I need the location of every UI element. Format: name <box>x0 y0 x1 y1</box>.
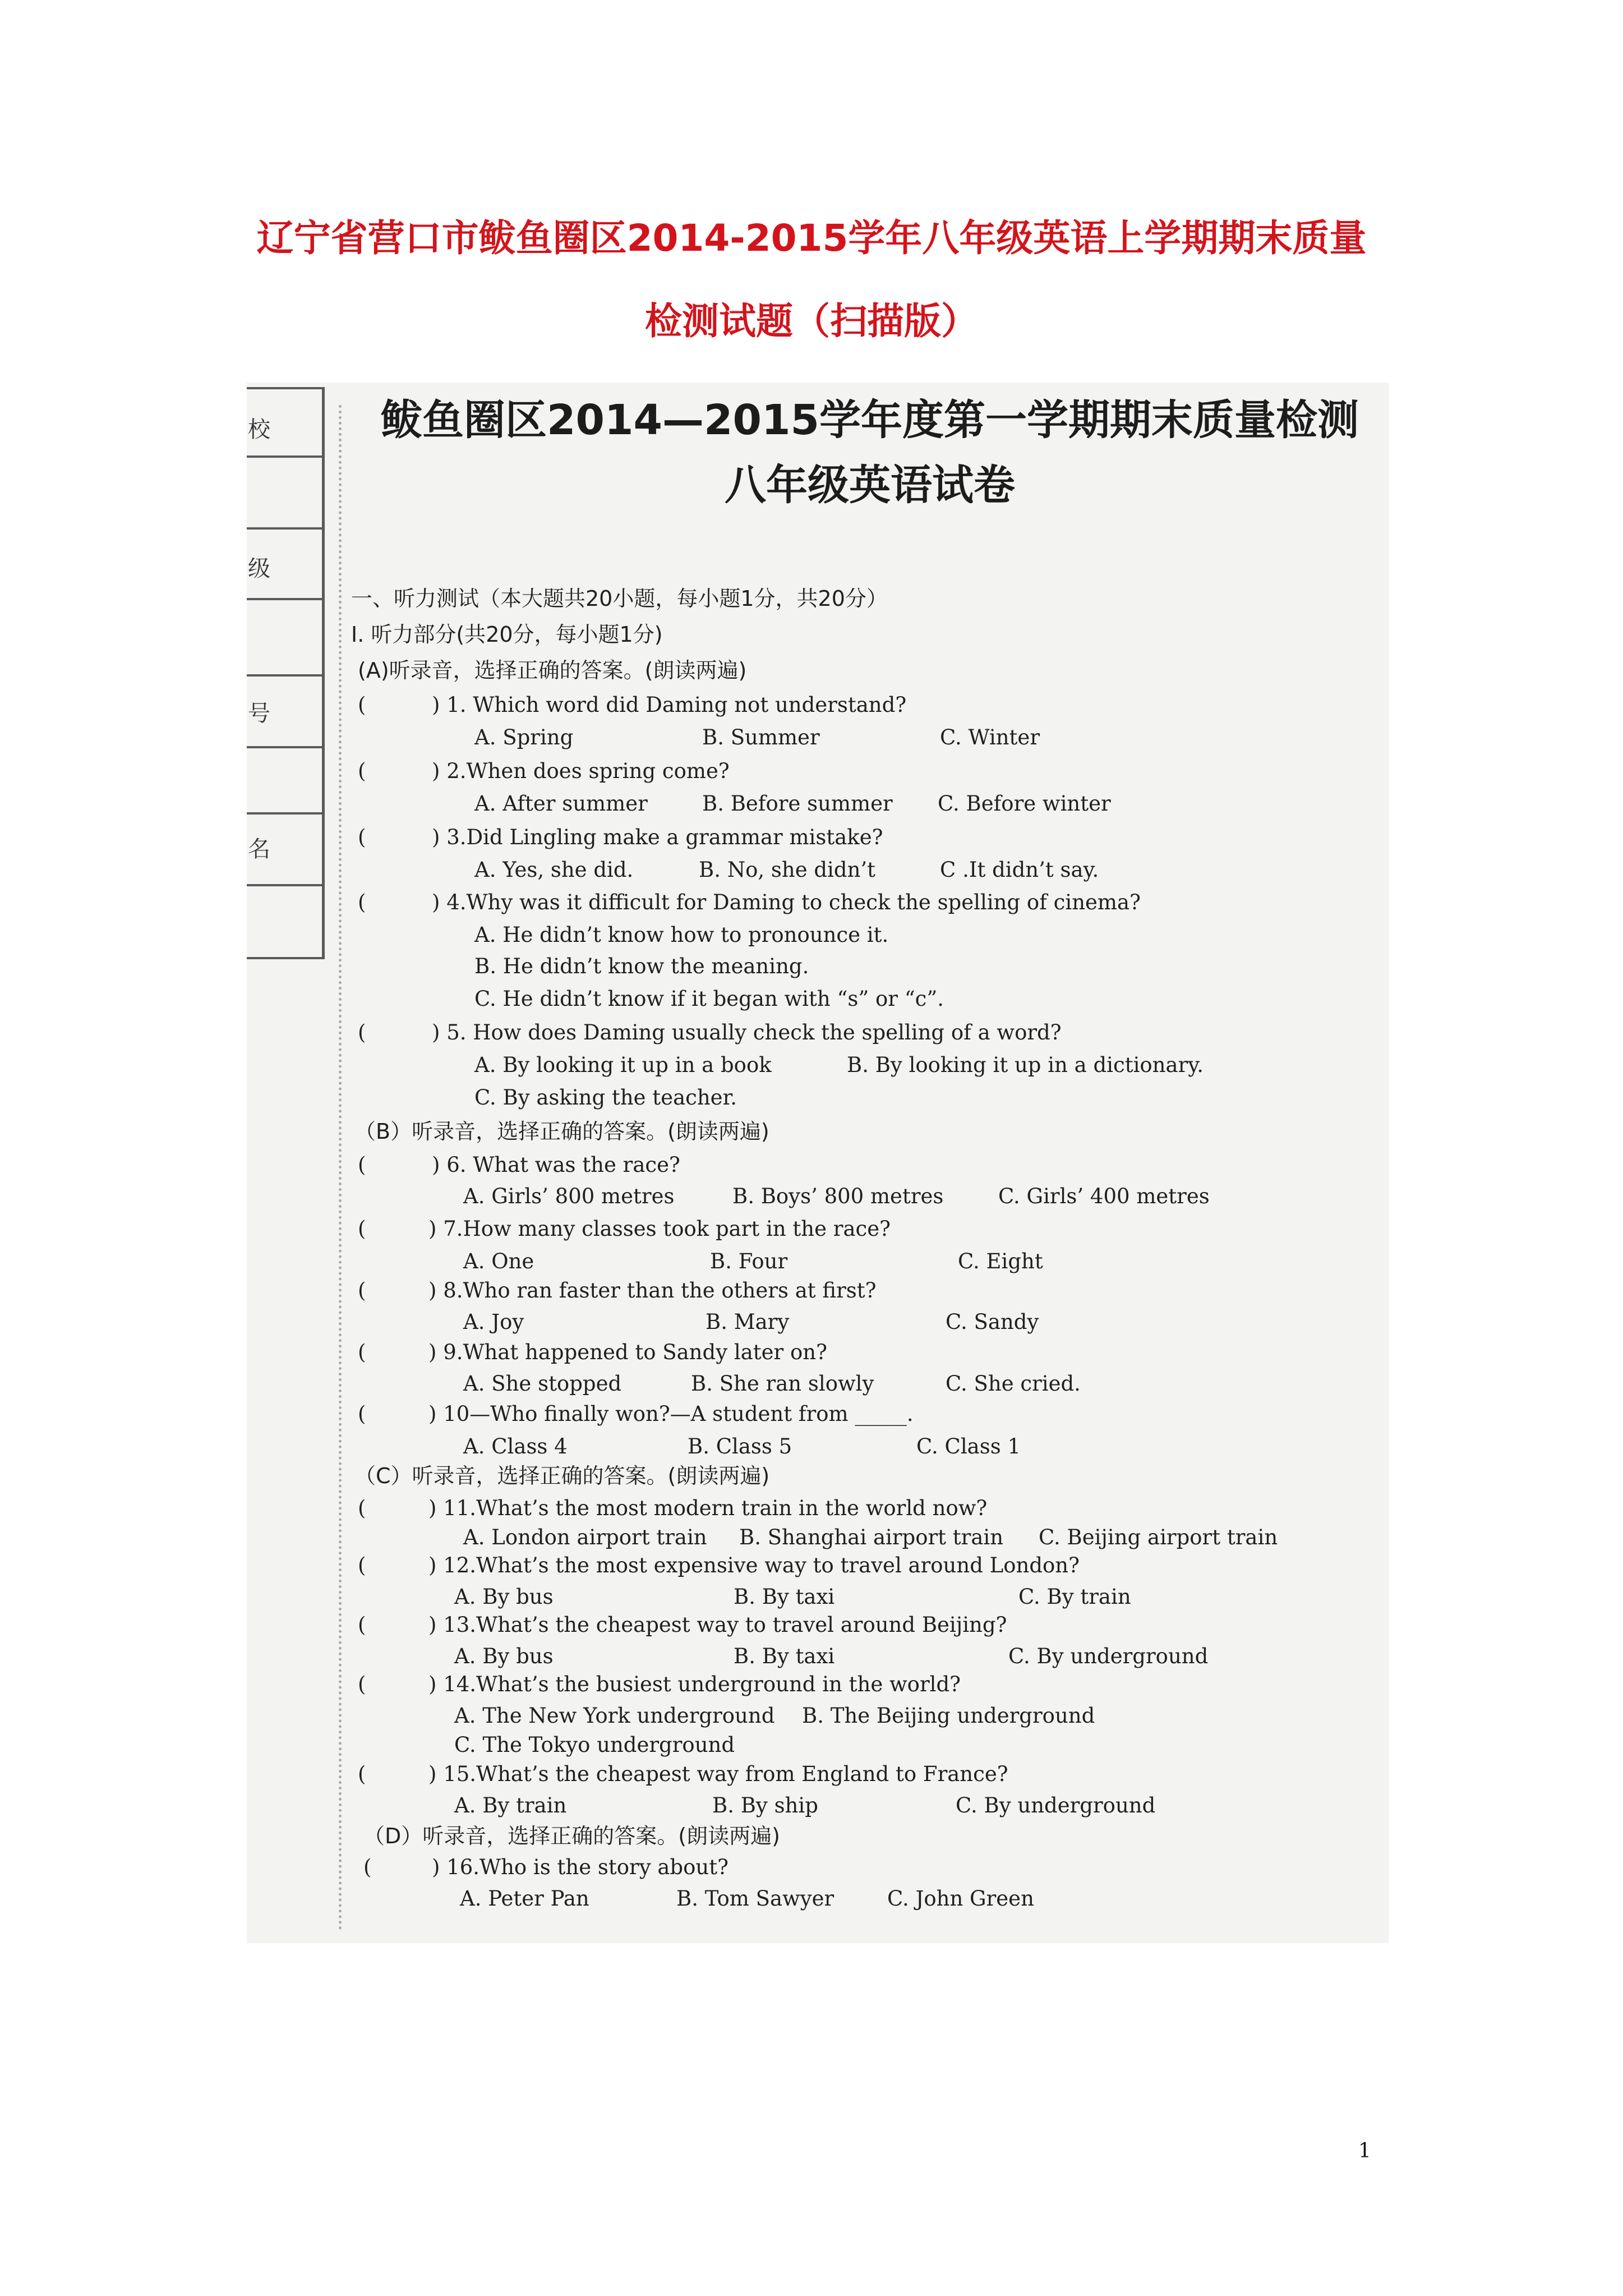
answer-bracket: ( <box>358 1762 366 1786</box>
answer-bracket: ( <box>358 693 366 717</box>
question-10: ) 10—Who finally won?—A student from _____. <box>428 1402 914 1426</box>
q4-option-a: A. He didn’t know how to pronounce it. <box>474 923 889 947</box>
question-3: ) 3.Did Lingling make a grammar mistake? <box>432 825 883 849</box>
answer-bracket: ( <box>358 1340 366 1364</box>
answer-bracket: ( <box>358 825 366 849</box>
part-d-heading: （D）听录音，选择正确的答案。(朗读两遍) <box>363 1824 780 1848</box>
q4-option-b: B. He didn’t know the meaning. <box>474 954 809 978</box>
q9-option-b: B. She ran slowly <box>691 1372 874 1396</box>
q10-option-c: C. Class 1 <box>916 1434 1021 1458</box>
part-b-heading: （B）听录音，选择正确的答案。(朗读两遍) <box>354 1119 769 1144</box>
side-label-class: 级 <box>248 556 270 582</box>
q8-option-b: B. Mary <box>706 1310 790 1334</box>
q7-option-b: B. Four <box>710 1249 788 1273</box>
question-4: ) 4.Why was it difficult for Daming to check the spelling of cinema? <box>432 890 1141 914</box>
q1-option-c: C. Winter <box>940 725 1040 749</box>
q13-option-b: B. By taxi <box>734 1644 835 1668</box>
strip-divider <box>247 957 324 959</box>
answer-bracket: ( <box>358 1020 366 1045</box>
q12-option-c: C. By train <box>1018 1585 1131 1609</box>
q2-option-c: C. Before winter <box>938 792 1111 816</box>
q5-option-b: B. By looking it up in a dictionary. <box>847 1053 1204 1077</box>
q10-option-b: B. Class 5 <box>688 1434 792 1458</box>
q5-option-c: C. By asking the teacher. <box>474 1085 737 1110</box>
strip-divider <box>247 812 324 815</box>
answer-bracket: ( <box>363 1855 372 1879</box>
answer-bracket: ( <box>358 1496 366 1520</box>
side-label-school: 校 <box>248 417 270 443</box>
question-7: ) 7.How many classes took part in the race? <box>428 1217 891 1241</box>
q3-option-b: B. No, she didn’t <box>699 858 876 882</box>
q1-option-b: B. Summer <box>702 725 820 749</box>
strip-divider <box>247 884 324 886</box>
q2-option-a: A. After summer <box>474 792 648 816</box>
strip-divider <box>247 455 324 458</box>
part-a-heading: (A)听录音，选择正确的答案。(朗读两遍) <box>358 658 747 683</box>
side-label-number: 号 <box>248 701 270 726</box>
page-number: 1 <box>1358 2139 1371 2162</box>
student-info-strip <box>247 383 324 960</box>
answer-bracket: ( <box>358 890 366 914</box>
q6-option-a: A. Girls’ 800 metres <box>463 1184 675 1208</box>
strip-divider <box>247 746 324 748</box>
answer-bracket: ( <box>358 1153 366 1177</box>
answer-bracket: ( <box>358 1613 366 1637</box>
strip-divider <box>247 598 324 600</box>
q14-option-c: C. The Tokyo underground <box>454 1733 735 1757</box>
question-14: ) 14.What’s the busiest underground in the world? <box>428 1672 961 1696</box>
q11-option-c: C. Beijing airport train <box>1039 1525 1278 1549</box>
q14-option-a: A. The New York underground <box>454 1704 775 1728</box>
question-13: ) 13.What’s the cheapest way to travel around Beijing? <box>428 1613 1007 1637</box>
q8-option-c: C. Sandy <box>946 1310 1039 1334</box>
question-2: ) 2.When does spring come? <box>432 759 730 783</box>
q16-option-b: B. Tom Sawyer <box>676 1887 834 1911</box>
answer-bracket: ( <box>358 1553 366 1577</box>
q15-option-a: A. By train <box>454 1793 567 1818</box>
document-title-line2: 检测试题（扫描版） <box>645 300 978 343</box>
q12-option-b: B. By taxi <box>734 1585 835 1609</box>
q11-option-b: B. Shanghai airport train <box>739 1525 1004 1549</box>
answer-bracket: ( <box>358 1402 366 1426</box>
question-15: ) 15.What’s the cheapest way from England to France? <box>428 1762 1008 1786</box>
q9-option-c: C. She cried. <box>946 1372 1081 1396</box>
scanned-exam-image <box>247 383 1389 1943</box>
part-c-heading: （C）听录音，选择正确的答案。(朗读两遍) <box>354 1464 770 1488</box>
q12-option-a: A. By bus <box>454 1585 554 1609</box>
question-1: ) 1. Which word did Daming not understand? <box>432 693 907 717</box>
answer-bracket: ( <box>358 1278 366 1303</box>
q3-option-c: C .It didn’t say. <box>940 858 1099 882</box>
strip-divider <box>247 674 324 677</box>
q16-option-c: C. John Green <box>887 1887 1034 1911</box>
question-9: ) 9.What happened to Sandy later on? <box>428 1340 827 1364</box>
question-11: ) 11.What’s the most modern train in the world now? <box>428 1496 988 1520</box>
q2-option-b: B. Before summer <box>702 792 893 816</box>
question-8: ) 8.Who ran faster than the others at first? <box>428 1278 877 1303</box>
q7-option-a: A. One <box>463 1249 534 1273</box>
q10-option-a: A. Class 4 <box>463 1434 568 1458</box>
q1-option-a: A. Spring <box>474 725 574 749</box>
q7-option-c: C. Eight <box>958 1249 1043 1273</box>
question-12: ) 12.What’s the most expensive way to travel around London? <box>428 1553 1080 1577</box>
q6-option-b: B. Boys’ 800 metres <box>732 1184 944 1208</box>
answer-bracket: ( <box>358 759 366 783</box>
q9-option-a: A. She stopped <box>463 1372 622 1396</box>
q15-option-b: B. By ship <box>712 1793 818 1818</box>
q13-option-c: C. By underground <box>1008 1644 1209 1668</box>
q8-option-a: A. Joy <box>463 1310 524 1334</box>
strip-divider <box>247 527 324 530</box>
question-5: ) 5. How does Daming usually check the spelling of a word? <box>432 1020 1062 1045</box>
q14-option-b: B. The Beijing underground <box>802 1704 1095 1728</box>
side-label-name: 名 <box>248 836 270 862</box>
answer-bracket: ( <box>358 1217 366 1241</box>
exam-title: 鲅鱼圈区2014—2015学年度第一学期期末质量检测 <box>381 396 1359 444</box>
q11-option-a: A. London airport train <box>463 1525 707 1549</box>
strip-divider <box>247 387 324 389</box>
question-16: ) 16.Who is the story about? <box>432 1855 728 1879</box>
strip-border <box>322 387 325 959</box>
question-6: ) 6. What was the race? <box>432 1153 680 1177</box>
part-heading: I. 听力部分(共20分，每小题1分) <box>351 622 663 647</box>
answer-bracket: ( <box>358 1672 366 1696</box>
q16-option-a: A. Peter Pan <box>460 1887 589 1911</box>
q3-option-a: A. Yes, she did. <box>474 858 634 882</box>
q15-option-c: C. By underground <box>956 1793 1156 1818</box>
exam-subtitle: 八年级英语试卷 <box>725 461 1015 509</box>
document-title-line1: 辽宁省营口市鲅鱼圈区2014-2015学年八年级英语上学期期末质量 <box>256 217 1367 260</box>
q4-option-c: C. He didn’t know if it began with “s” or “c”. <box>474 987 944 1011</box>
q6-option-c: C. Girls’ 400 metres <box>998 1184 1210 1208</box>
q13-option-a: A. By bus <box>454 1644 554 1668</box>
binding-line <box>339 405 342 1931</box>
q5-option-a: A. By looking it up in a book <box>474 1053 772 1077</box>
section-heading: 一、听力测试（本大题共20小题，每小题1分，共20分） <box>351 586 888 611</box>
